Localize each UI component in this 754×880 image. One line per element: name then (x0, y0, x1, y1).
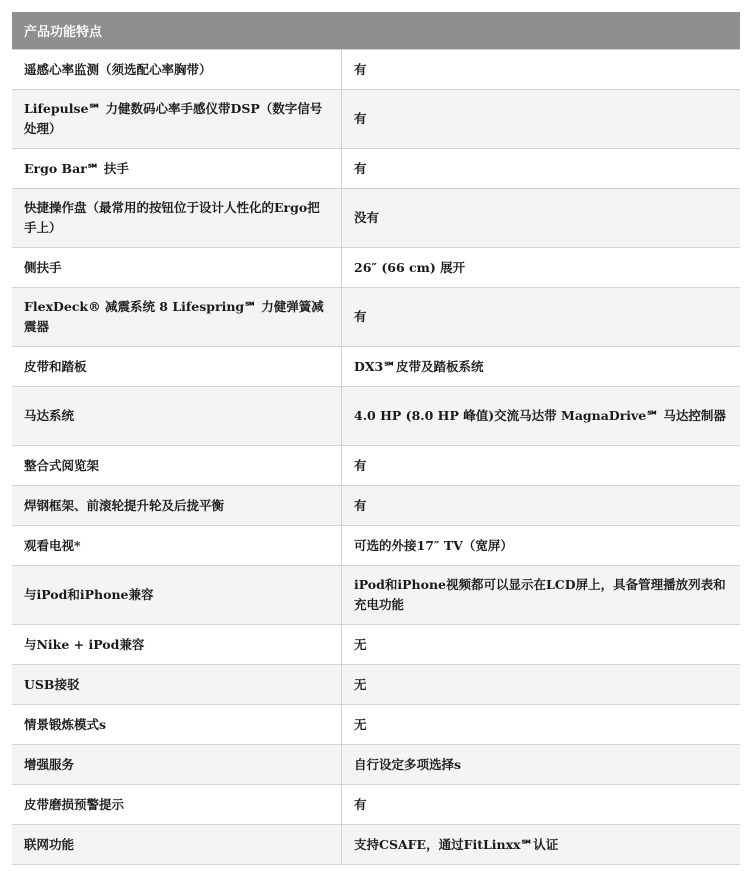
value-cell: 有 (354, 796, 367, 812)
value-cell: 可选的外接17″ TV（宽屏） (354, 537, 513, 553)
value-cell: 有 (354, 160, 367, 176)
value-cell: 有 (354, 61, 367, 77)
feature-cell: 与iPod和iPhone兼容 (12, 566, 342, 624)
table-row (12, 705, 740, 745)
table-row (12, 347, 740, 387)
value-cell: 支持CSAFE，通过FitLinxx℠认证 (354, 836, 559, 852)
table-header (12, 12, 740, 50)
table-row (12, 486, 740, 526)
value-cell: 有 (354, 457, 367, 473)
table-row (12, 387, 740, 446)
table-row (12, 90, 740, 149)
value-cell: 有 (354, 111, 367, 126)
feature-cell: USB接驳 (12, 665, 342, 704)
table-row (12, 288, 740, 347)
table-row (12, 785, 740, 825)
value-cell: 没有 (354, 210, 380, 225)
table-body (12, 50, 740, 865)
feature-cell: 增强服务 (12, 745, 342, 784)
value-cell: 4.0 HP (8.0 HP 峰值)交流马达带 MagnaDrive℠ 马达控制器 (354, 408, 726, 423)
table-row (12, 50, 740, 90)
value-cell: 无 (354, 716, 367, 732)
feature-cell: 观看电视* (12, 526, 342, 565)
table-row (12, 248, 740, 288)
feature-cell: 整合式阅览架 (12, 446, 342, 485)
feature-cell: 皮带和踏板 (12, 347, 342, 386)
table-row (12, 149, 740, 189)
value-cell: 自行设定多项选择s (354, 756, 462, 772)
table-row (12, 665, 740, 705)
value-cell: 无 (354, 676, 367, 692)
value-cell: 有 (354, 309, 367, 324)
feature-cell: 侧扶手 (12, 248, 342, 287)
feature-cell: 马达系统 (12, 387, 342, 445)
feature-cell: 联网功能 (12, 825, 342, 864)
value-cell: 无 (354, 636, 367, 652)
feature-cell: Ergo Bar℠ 扶手 (12, 149, 342, 188)
feature-cell: 皮带磨损预警提示 (12, 785, 342, 824)
feature-cell: 快捷操作盘（最常用的按钮位于设计人性化的Ergo把手上） (12, 189, 342, 247)
feature-cell: FlexDeck® 减震系统 8 Lifespring℠ 力健弹簧减震器 (12, 288, 342, 346)
feature-cell: Lifepulse℠ 力健数码心率手感仪带DSP（数字信号处理） (12, 90, 342, 148)
feature-cell: 与Nike + iPod兼容 (12, 625, 342, 664)
value-cell: DX3℠皮带及踏板系统 (354, 358, 484, 374)
table-row (12, 566, 740, 625)
header-title: 产品功能特点 (24, 25, 103, 40)
value-cell: 有 (354, 497, 367, 513)
table-row (12, 189, 740, 248)
table-row (12, 625, 740, 665)
table-row (12, 745, 740, 785)
feature-cell: 焊钢框架、前滚轮提升轮及后拢平衡 (12, 486, 342, 525)
value-cell: 26″ (66 cm) 展开 (354, 259, 466, 275)
feature-cell: 遥感心率监测（须选配心率胸带） (12, 50, 342, 89)
feature-cell: 情景锻炼模式s (12, 705, 342, 744)
table-row (12, 825, 740, 865)
value-cell: iPod和iPhone视频都可以显示在LCD屏上，具备管理播放列表和充电功能 (354, 577, 726, 612)
feature-table (12, 12, 740, 865)
table-row (12, 446, 740, 486)
table-row (12, 526, 740, 566)
